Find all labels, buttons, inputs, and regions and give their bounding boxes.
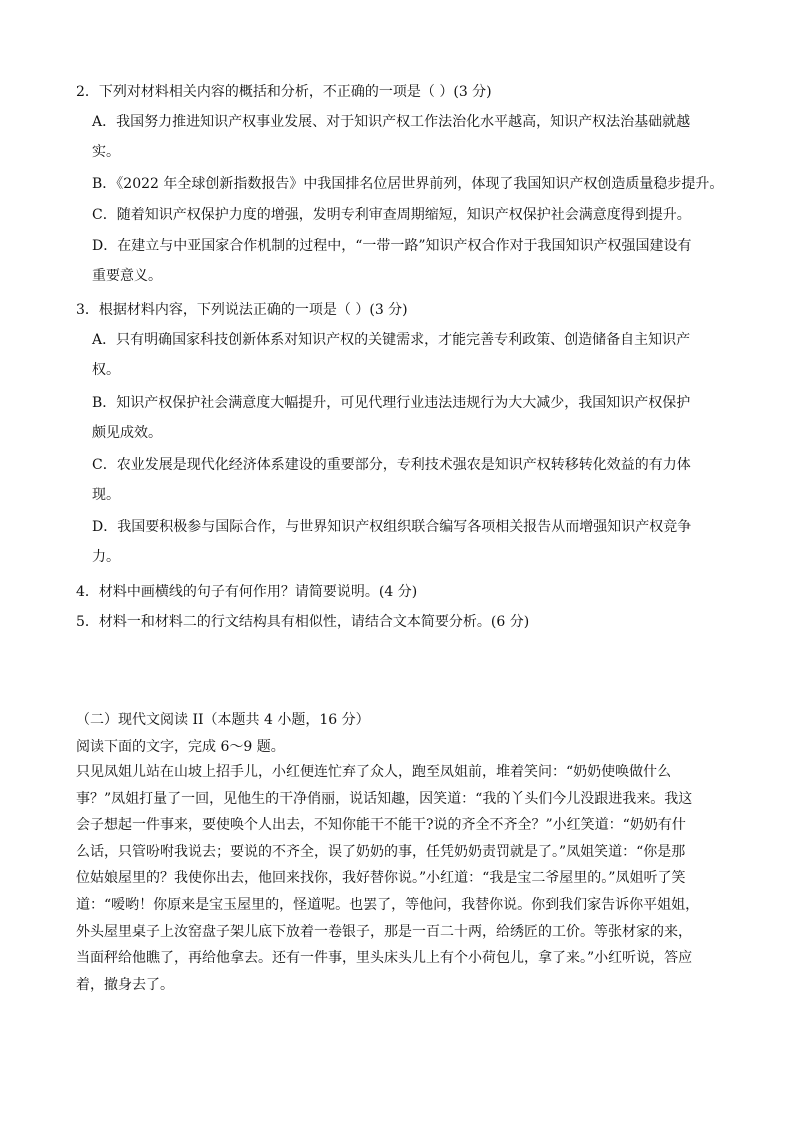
passage-line: 么话，只管吩咐我说去；要说的不齐全，误了奶奶的事，任凭奶奶责罚就是了。”凤姐笑道：“你是那 [76, 843, 686, 860]
question-5-stem: 5．材料一和材料二的行文结构具有相似性，请结合文本简要分析。(6 分) [76, 614, 530, 630]
option-line: 实。 [92, 144, 120, 160]
question-2-option-c [92, 200, 726, 230]
question-3-option-c [92, 450, 726, 510]
question-3-stem: 3．根据材料内容，下列说法正确的一项是（ ）(3 分) [76, 302, 408, 318]
question-3-option-d [92, 512, 726, 572]
option-line: B．知识产权保护社会满意度大幅提升，可见代理行业违法违规行为大大减少，我国知识产权保护 [92, 395, 691, 411]
passage-line: 当面秤给他瞧了，再给他拿去。还有一件事，里头床头儿上有个小荷包儿，拿了来。”小红听说，答应 [76, 950, 693, 967]
option-line: A．我国努力推进知识产权事业发展、对于知识产权工作法治化水平越高，知识产权法治基础就越 [92, 114, 691, 130]
question-2-stem: 2．下列对材料相关内容的概括和分析，不正确的一项是（ ）(3 分) [76, 84, 492, 100]
passage-line: 外头屋里桌子上汝窑盘子架儿底下放着一卷银子，那是一百二十两，给绣匠的工价。等张材家的来， [76, 923, 692, 940]
question-2-option-d [92, 231, 726, 291]
reading-instruction: 阅读下面的文字，完成 6～9 题。 [76, 739, 285, 755]
passage-line: 道：“嗳哟！你原来是宝玉屋里的，怪道呢。也罢了，等他问，我替你说。你到我们家告诉你平姐姐， [76, 896, 700, 913]
section-heading: （二）现代文阅读 II（本题共 4 小题，16 分） [76, 712, 370, 728]
option-line: 颇见成效。 [92, 425, 162, 441]
option-line: B．《2022 年全球创新指数报告》中我国排名位居世界前列，体现了我国知识产权创造质量稳步提升。 [92, 176, 724, 192]
option-line: 现。 [92, 487, 120, 503]
question-2-option-a [92, 107, 726, 167]
passage-line: 会子想起一件事来，要使唤个人出去，不知你能干不能干?说的齐全不齐全？”小红笑道：“奶奶有什 [76, 817, 686, 834]
passage-line: 着，撤身去了。 [76, 976, 174, 993]
passage-line: 只见凤姐儿站在山坡上招手儿，小红便连忙弃了众人，跑至凤姐前，堆着笑问：“奶奶使唤做什么 [76, 764, 672, 780]
passage-line: 位姑娘屋里的？我使你出去，他回来找你，我好替你说。”小红道：“我是宝二爷屋里的。”凤姐听了笑 [76, 870, 686, 887]
option-line: 重要意义。 [92, 268, 162, 284]
option-line: 权。 [92, 362, 120, 378]
question-4-stem: 4．材料中画横线的句子有何作用？请简要说明。(4 分) [76, 584, 418, 600]
question-3-option-b [92, 388, 726, 448]
question-2-option-b [92, 169, 726, 199]
question-3-option-a [92, 325, 726, 385]
option-line: D．在建立与中亚国家合作机制的过程中，“一带一路”知识产权合作对于我国知识产权强国建设有 [92, 238, 692, 254]
option-line: A．只有明确国家科技创新体系对知识产权的关键需求，才能完善专利政策、创造储备自主知识产 [92, 332, 691, 348]
option-line: C．农业发展是现代化经济体系建设的重要部分，专利技术强农是知识产权转移转化效益的有力体 [92, 457, 691, 473]
passage-line: 事？”凤姐打量了一回，见他生的干净俏丽，说话知趣，因笑道：“我的丫头们今儿没跟进我来。我这 [76, 790, 693, 807]
option-line: 力。 [92, 549, 120, 565]
option-line: D．我国要积极参与国际合作，与世界知识产权组织联合编写各项相关报告从而增强知识产权竞争 [92, 519, 692, 535]
reading-passage [76, 759, 726, 998]
option-line: C．随着知识产权保护力度的增强，发明专利审查周期缩短，知识产权保护社会满意度得到提升。 [92, 207, 691, 223]
